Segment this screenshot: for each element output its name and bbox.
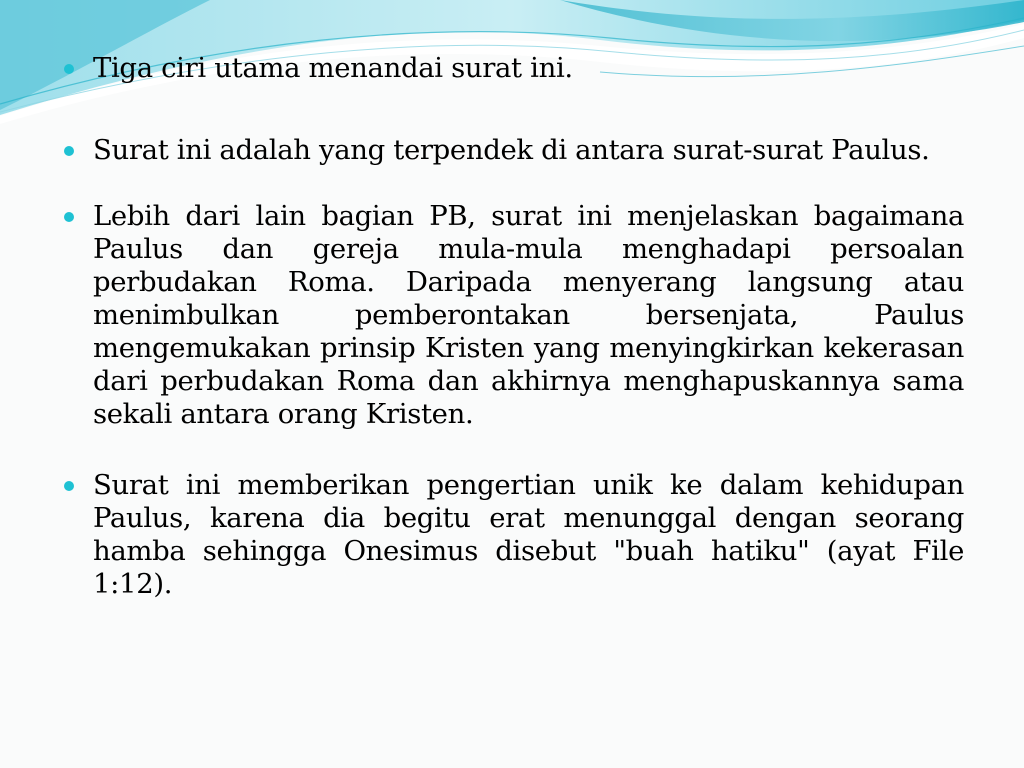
bullet-text: Lebih dari lain bagian PB, surat ini menjelaskan bagaimana Paulus dan gereja mula-mula menghadapi persoalan perbudakan Roma. Daripada menyerang langsung atau menimbulkan pemberontakan bersenjata, Paulus mengemukakan prinsip Kristen yang menyingkirkan kekerasan dari perbudakan Roma dan akhirnya menghapuskannya sama sekali antara orang Kristen. bbox=[93, 200, 964, 430]
bullet-list bbox=[62, 52, 964, 601]
bullet-item bbox=[62, 469, 964, 601]
slide-content bbox=[62, 52, 964, 634]
bullet-text: Surat ini adalah yang terpendek di antara surat-surat Paulus. bbox=[93, 134, 930, 166]
bullet-item bbox=[62, 52, 964, 85]
bullet-dot-icon bbox=[64, 212, 74, 222]
bullet-item bbox=[62, 200, 964, 431]
bullet-dot-icon bbox=[64, 146, 74, 156]
bullet-dot-icon bbox=[64, 481, 74, 491]
bullet-dot-icon bbox=[64, 64, 74, 74]
bullet-text: Surat ini memberikan pengertian unik ke dalam kehidupan Paulus, karena dia begitu erat menunggal dengan seorang hamba sehingga Onesimus disebut "buah hatiku" (ayat File 1:12). bbox=[93, 469, 964, 600]
bullet-text: Tiga ciri utama menandai surat ini. bbox=[93, 52, 573, 84]
bullet-item bbox=[62, 134, 964, 167]
